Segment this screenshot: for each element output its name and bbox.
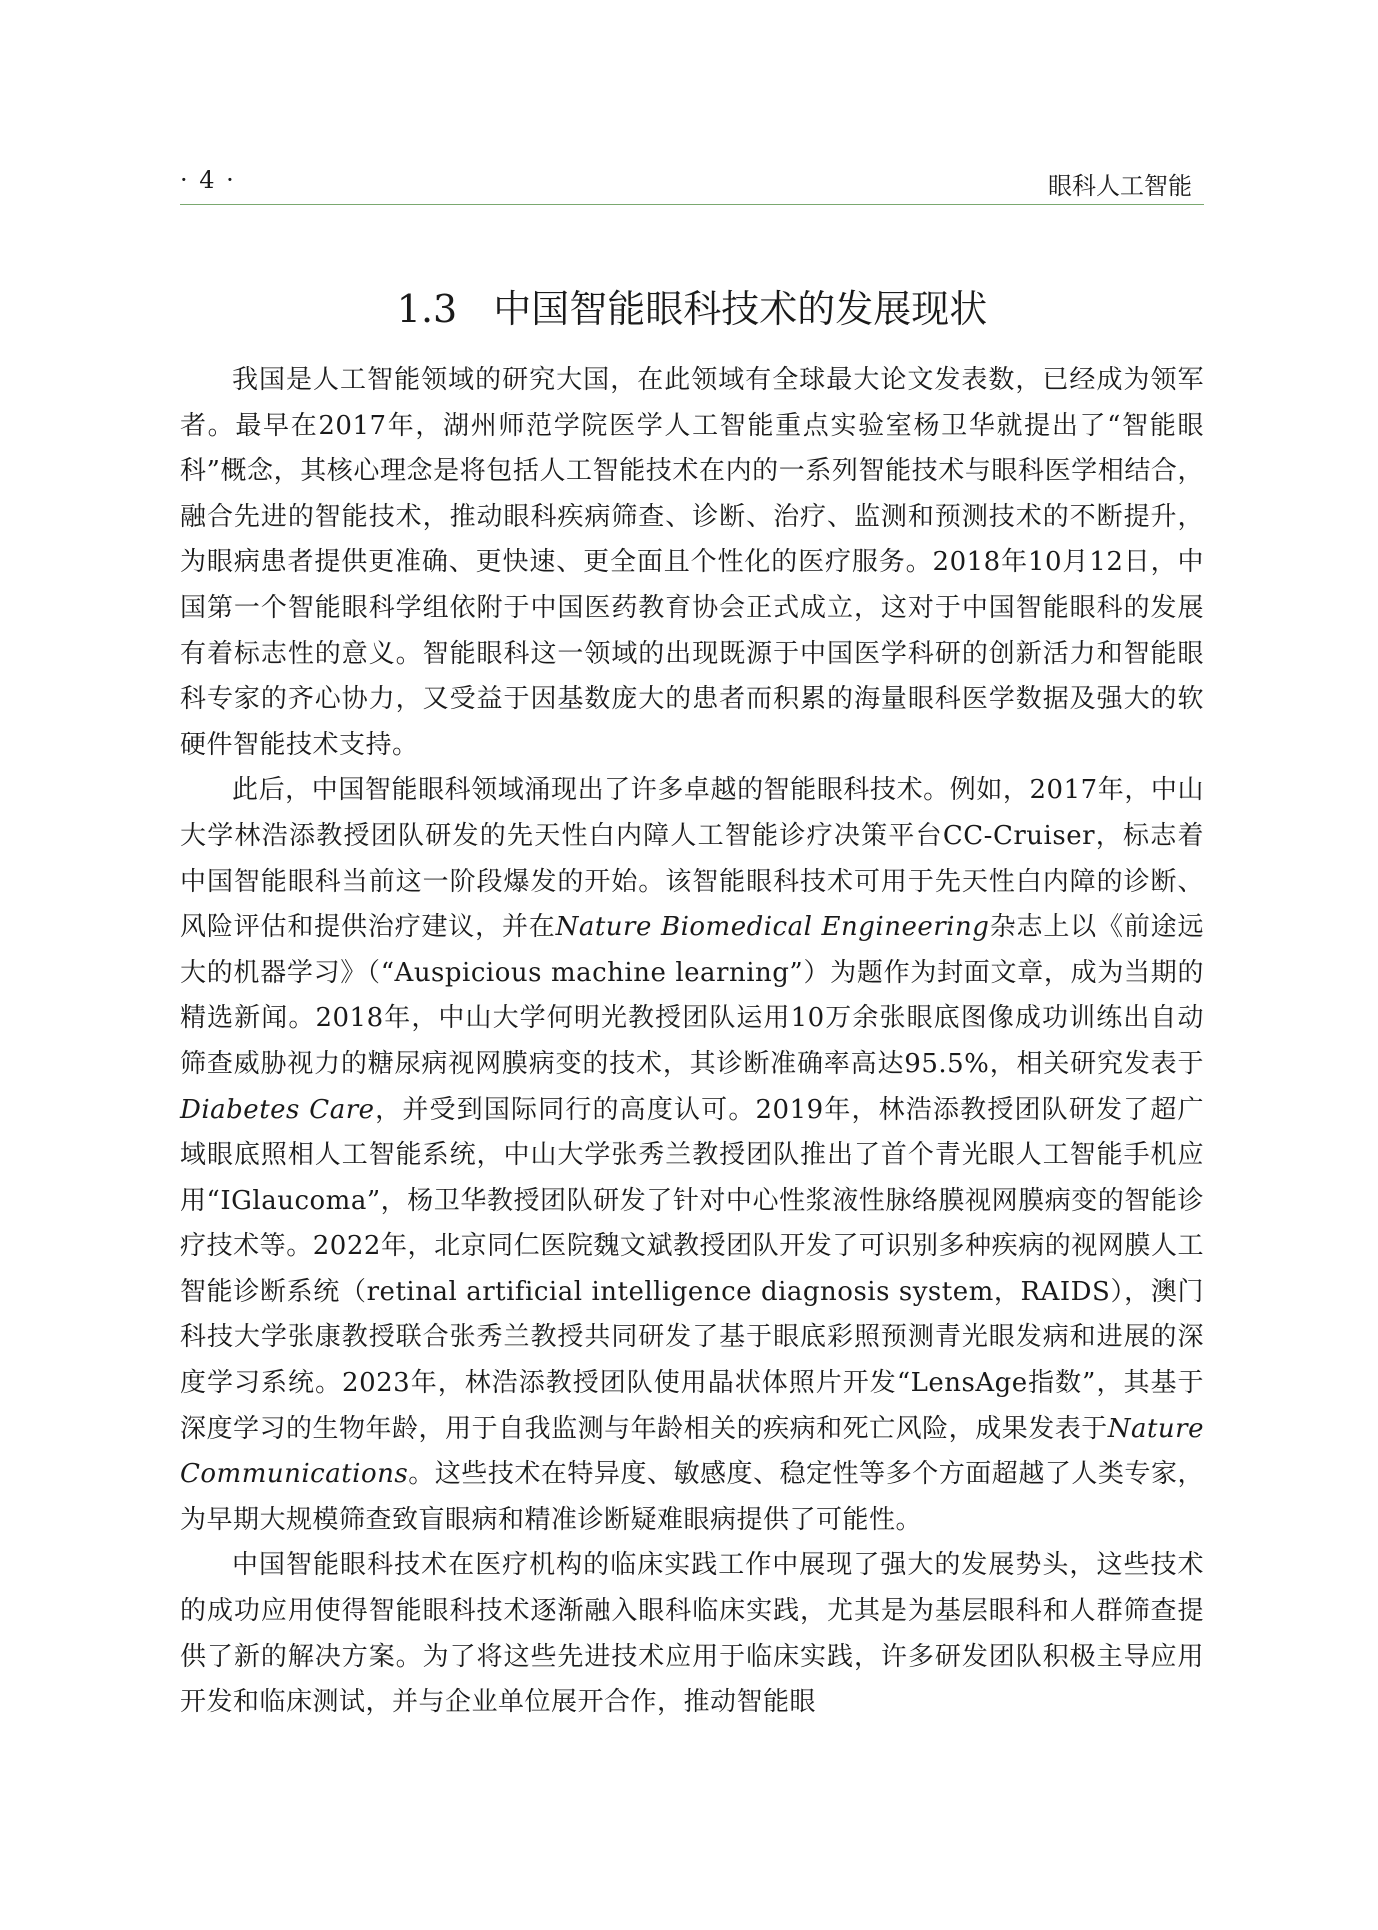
body-text xyxy=(180,358,1204,1726)
page-number: · 4 · xyxy=(180,166,236,194)
page-header xyxy=(180,164,1204,205)
journal-name: Diabetes Care xyxy=(180,1094,375,1125)
paragraph-3: 中国智能眼科技术在医疗机构的临床实践工作中展现了强大的发展势头，这些技术的成功应用使得智能眼科技术逐渐融入眼科临床实践，尤其是为基层眼科和人群筛查提供了新的解决方案。为了将这些先进技术应用于临床实践，许多研发团队积极主导应用开发和临床测试，并与企业单位展开合作，推动智能眼 xyxy=(180,1550,1204,1718)
paragraph-2-part-1: 此后，中国智能眼科领域涌现出了许多卓越的智能眼科技术。例如，2017年，中山大学林浩添教授团队研发的先天性白内障人工智能诊疗决策平台CC-Cruiser，标志着中国智能眼科当前这一阶段爆发的开始。该智能眼科技术可用于先天性白内障的诊断、风险评估和提供治疗建议，并在 xyxy=(180,775,1204,943)
section-title: 中国智能眼科技术的发展现状 xyxy=(493,287,988,331)
section-heading xyxy=(180,278,1204,333)
section-number: 1.3 xyxy=(396,287,458,331)
paragraph-1: 我国是人工智能领域的研究大国，在此领域有全球最大论文发表数，已经成为领军者。最早在2017年，湖州师范学院医学人工智能重点实验室杨卫华就提出了“智能眼科”概念，其核心理念是将包括人工智能技术在内的一系列智能技术与眼科医学相结合，融合先进的智能技术，推动眼科疾病筛查、诊断、治疗、监测和预测技术的不断提升，为眼病患者提供更准确、更快速、更全面且个性化的医疗服务。2018年10月12日，中国第一个智能眼科学组依附于中国医药教育协会正式成立，这对于中国智能眼科的发展有着标志性的意义。智能眼科这一领域的出现既源于中国医学科研的创新活力和智能眼科专家的齐心协力，又受益于因基数庞大的患者而积累的海量眼科医学数据及强大的软硬件智能技术支持。 xyxy=(180,365,1204,760)
journal-name: Nature Communications xyxy=(180,1413,1204,1490)
paragraph-2-part-3: ，并受到国际同行的高度认可。2019年，林浩添教授团队研发了超广域眼底照相人工智能系统，中山大学张秀兰教授团队推出了首个青光眼人工智能手机应用“IGlaucoma”，杨卫华教授团队研发了针对中心性浆液性脉络膜视网膜病变的智能诊疗技术等。2022年，北京同仁医院魏文斌教授团队开发了可识别多种疾病的视网膜人工智能诊断系统（retinal artificial intelligence diagnosis system，RAIDS），澳门科技大学张康教授联合张秀兰教授共同研发了基于眼底彩照预测青光眼发病和进展的深度学习系统。2023年，林浩添教授团队使用晶状体照片开发“LensAge指数”，其基于深度学习的生物年龄，用于自我监测与年龄相关的疾病和死亡风险，成果发表于 xyxy=(180,1094,1204,1444)
running-title: 眼科人工智能 xyxy=(1048,172,1192,200)
journal-name: Nature Biomedical Engineering xyxy=(555,912,990,943)
paragraph-2-part-2: 杂志上以《前途远大的机器学习》（“Auspicious machine learning”）为题作为封面文章，成为当期的精选新闻。2018年，中山大学何明光教授团队运用10万余张眼底图像成功训练出自动筛查威胁视力的糖尿病视网膜病变的技术，其诊断准确率高达95.5%，相关研究发表于 xyxy=(180,912,1204,1079)
paragraph-2 xyxy=(180,768,1204,1543)
paragraph-2-part-4: 。这些技术在特异度、敏感度、稳定性等多个方面超越了人类专家，为早期大规模筛查致盲眼病和精准诊断疑难眼病提供了可能性。 xyxy=(180,1459,1204,1535)
